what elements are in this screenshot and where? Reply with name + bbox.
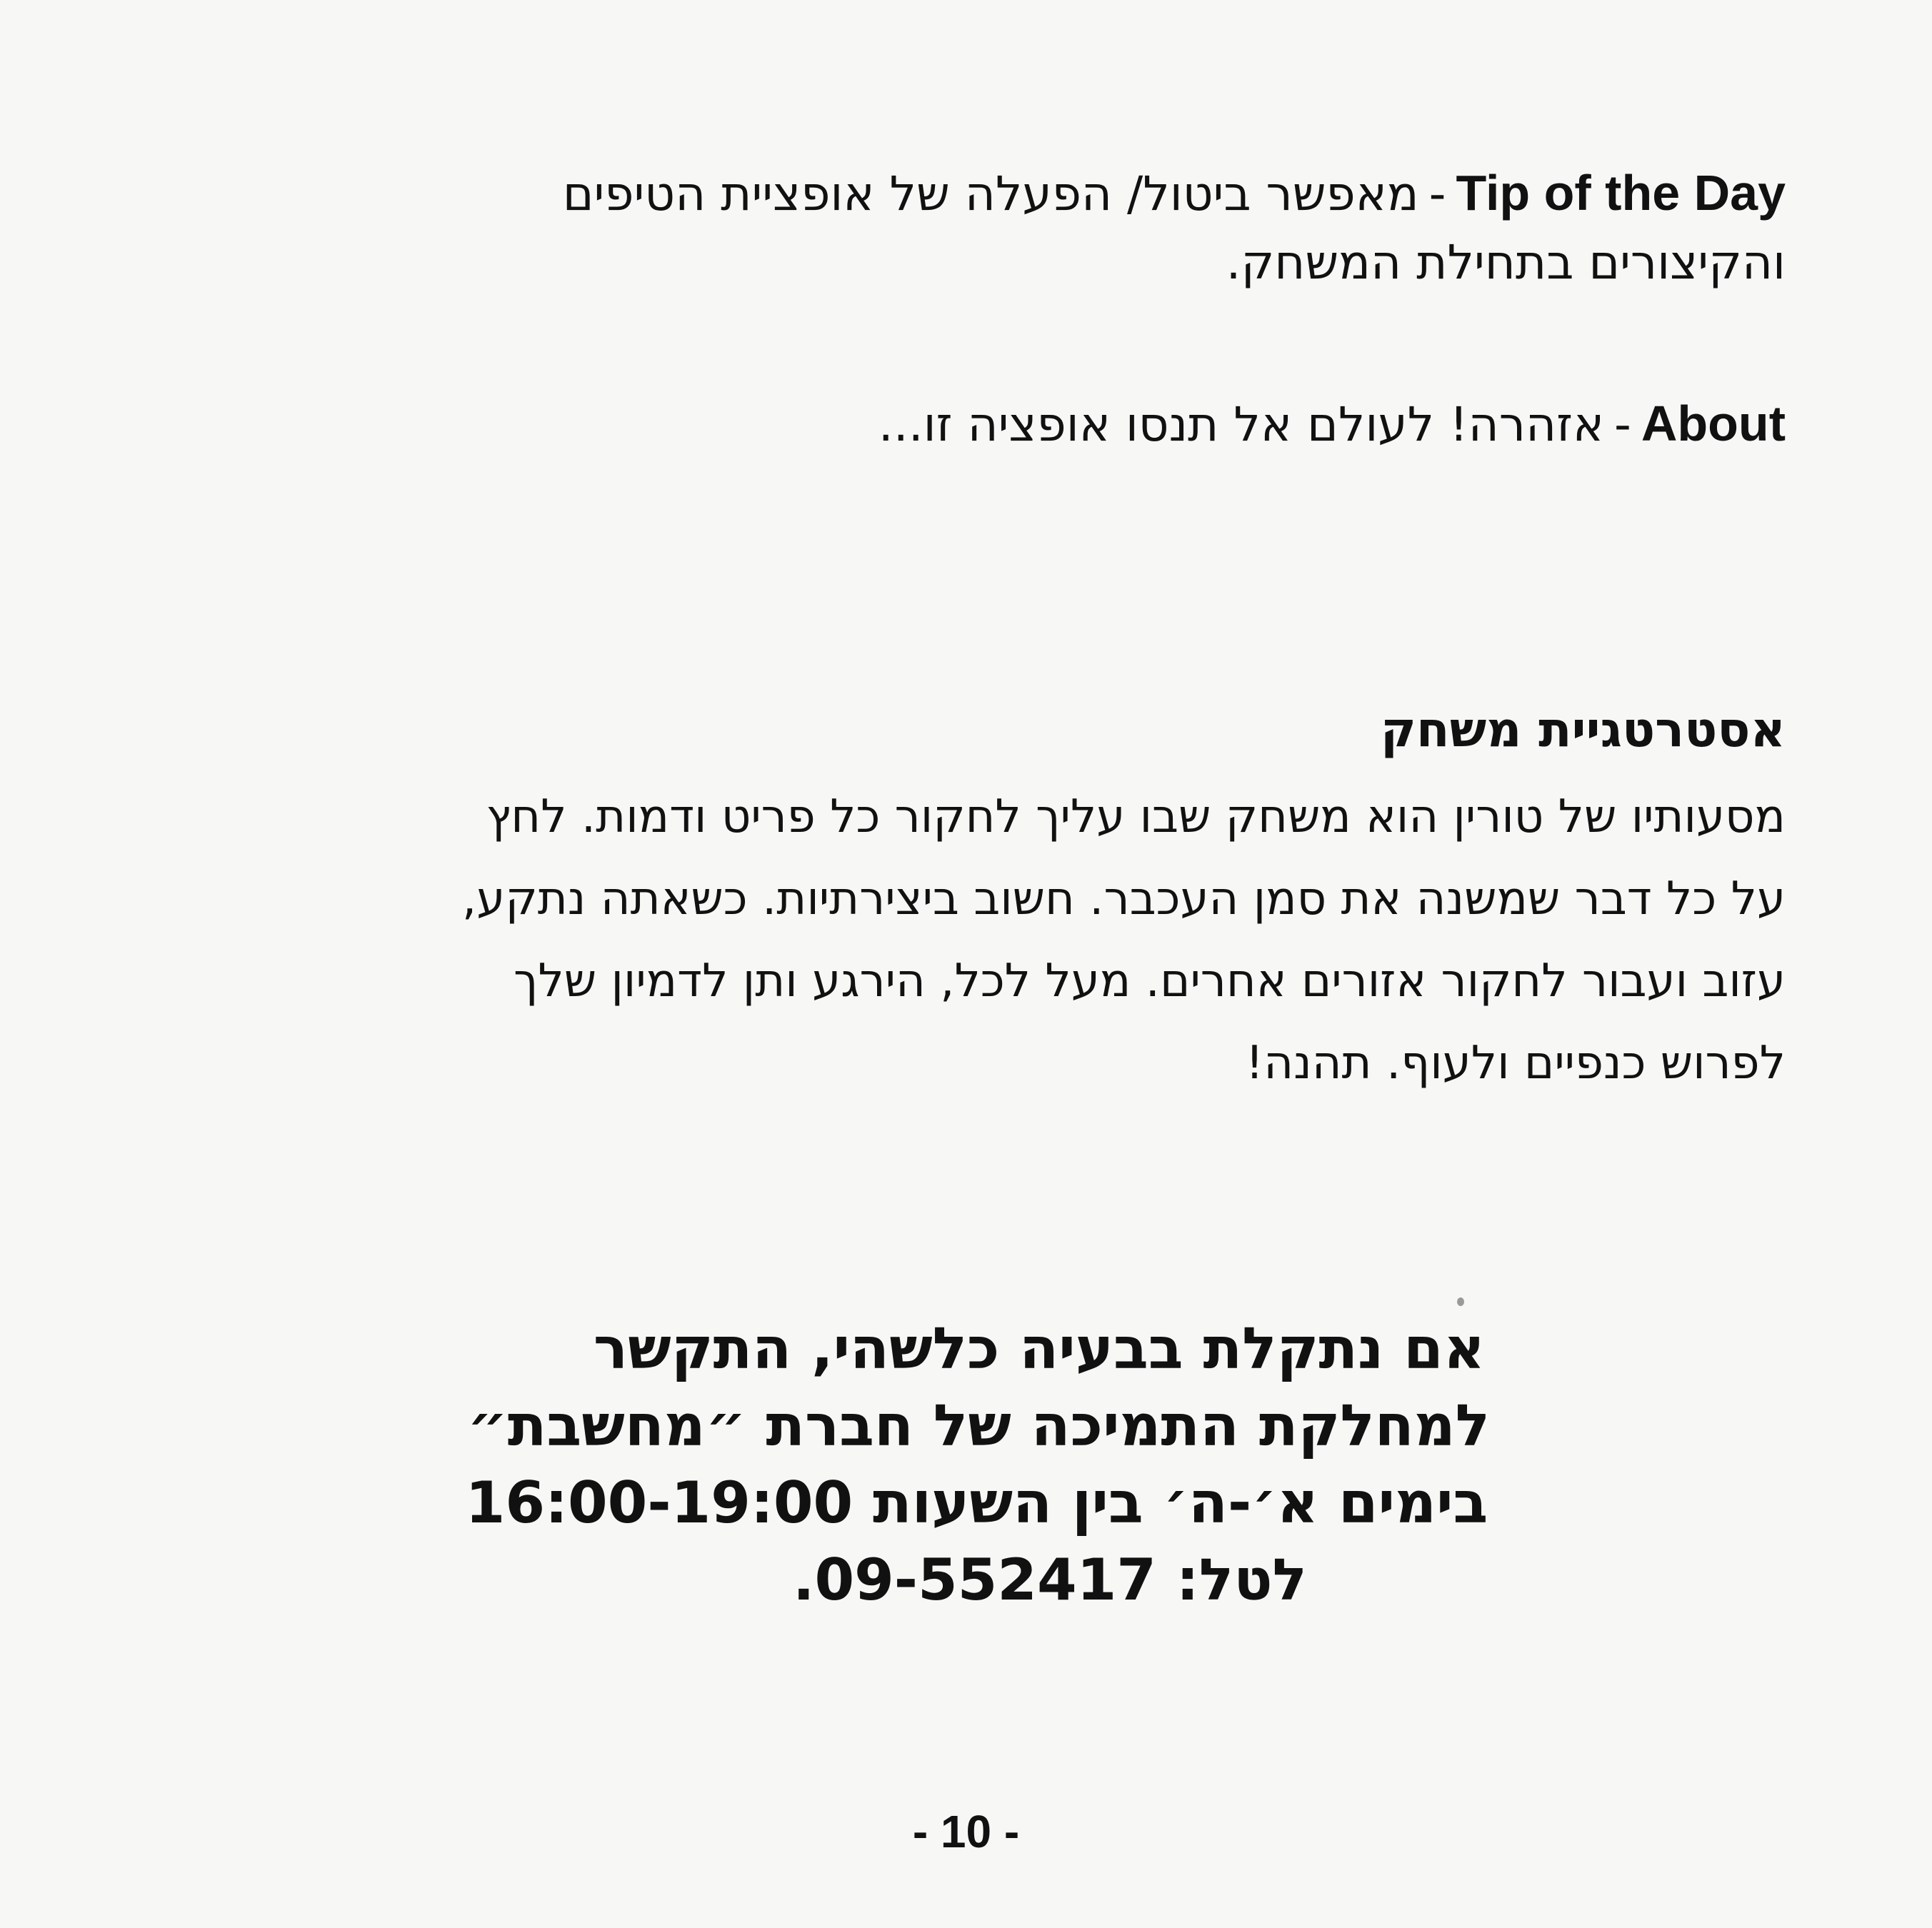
support-line: למחלקת התמיכה של חברת ״מחשבת״: [466, 1392, 1491, 1459]
about-description: אזהרה! לעולם אל תנסו אופציה זו...: [878, 397, 1605, 452]
strategy-section: [179, 696, 1786, 1105]
about-option: [179, 389, 1786, 459]
strategy-paragraph: [179, 776, 1786, 1105]
tip-of-the-day-option: [179, 159, 1786, 297]
tip-line-1: [179, 159, 1786, 229]
tip-separator: -: [1428, 166, 1446, 221]
support-notice: [0, 1310, 1932, 1619]
about-line: [179, 389, 1786, 459]
tip-term: Tip of the Day: [1456, 165, 1786, 221]
support-line: בימים א׳-ה׳ בין השעות 16:00-19:00: [465, 1470, 1488, 1536]
support-phone-line: לטל: 09-552417.: [793, 1547, 1307, 1613]
strategy-line: עזוב ועבור לחקור אזורים אחרים. מעל לכל, הירגע ותן לדמיון שלך: [514, 955, 1786, 1008]
strategy-line: מסעותיו של טורין הוא משחק שבו עליך לחקור כל פריט ודמות. לחץ: [486, 790, 1786, 843]
strategy-line: לפרוש כנפיים ולעוף. תהנה!: [1245, 1037, 1786, 1090]
strategy-line: על כל דבר שמשנה את סמן העכבר. חשוב ביצירתיות. כשאתה נתקע,: [461, 873, 1786, 925]
tip-description-2: והקיצורים בתחילת המשחק.: [1226, 235, 1786, 290]
about-term: About: [1641, 396, 1786, 451]
page-number: - 10 -: [912, 1806, 1020, 1857]
about-separator: -: [1614, 397, 1631, 452]
tip-description-1: מאפשר ביטול/ הפעלה של אופציית הטיפים: [562, 166, 1419, 221]
paper-speck: [1457, 1297, 1464, 1306]
strategy-heading: אסטרטגיית משחק: [1380, 702, 1786, 758]
support-line: אם נתקלת בבעיה כלשהי, התקשר: [593, 1315, 1486, 1382]
